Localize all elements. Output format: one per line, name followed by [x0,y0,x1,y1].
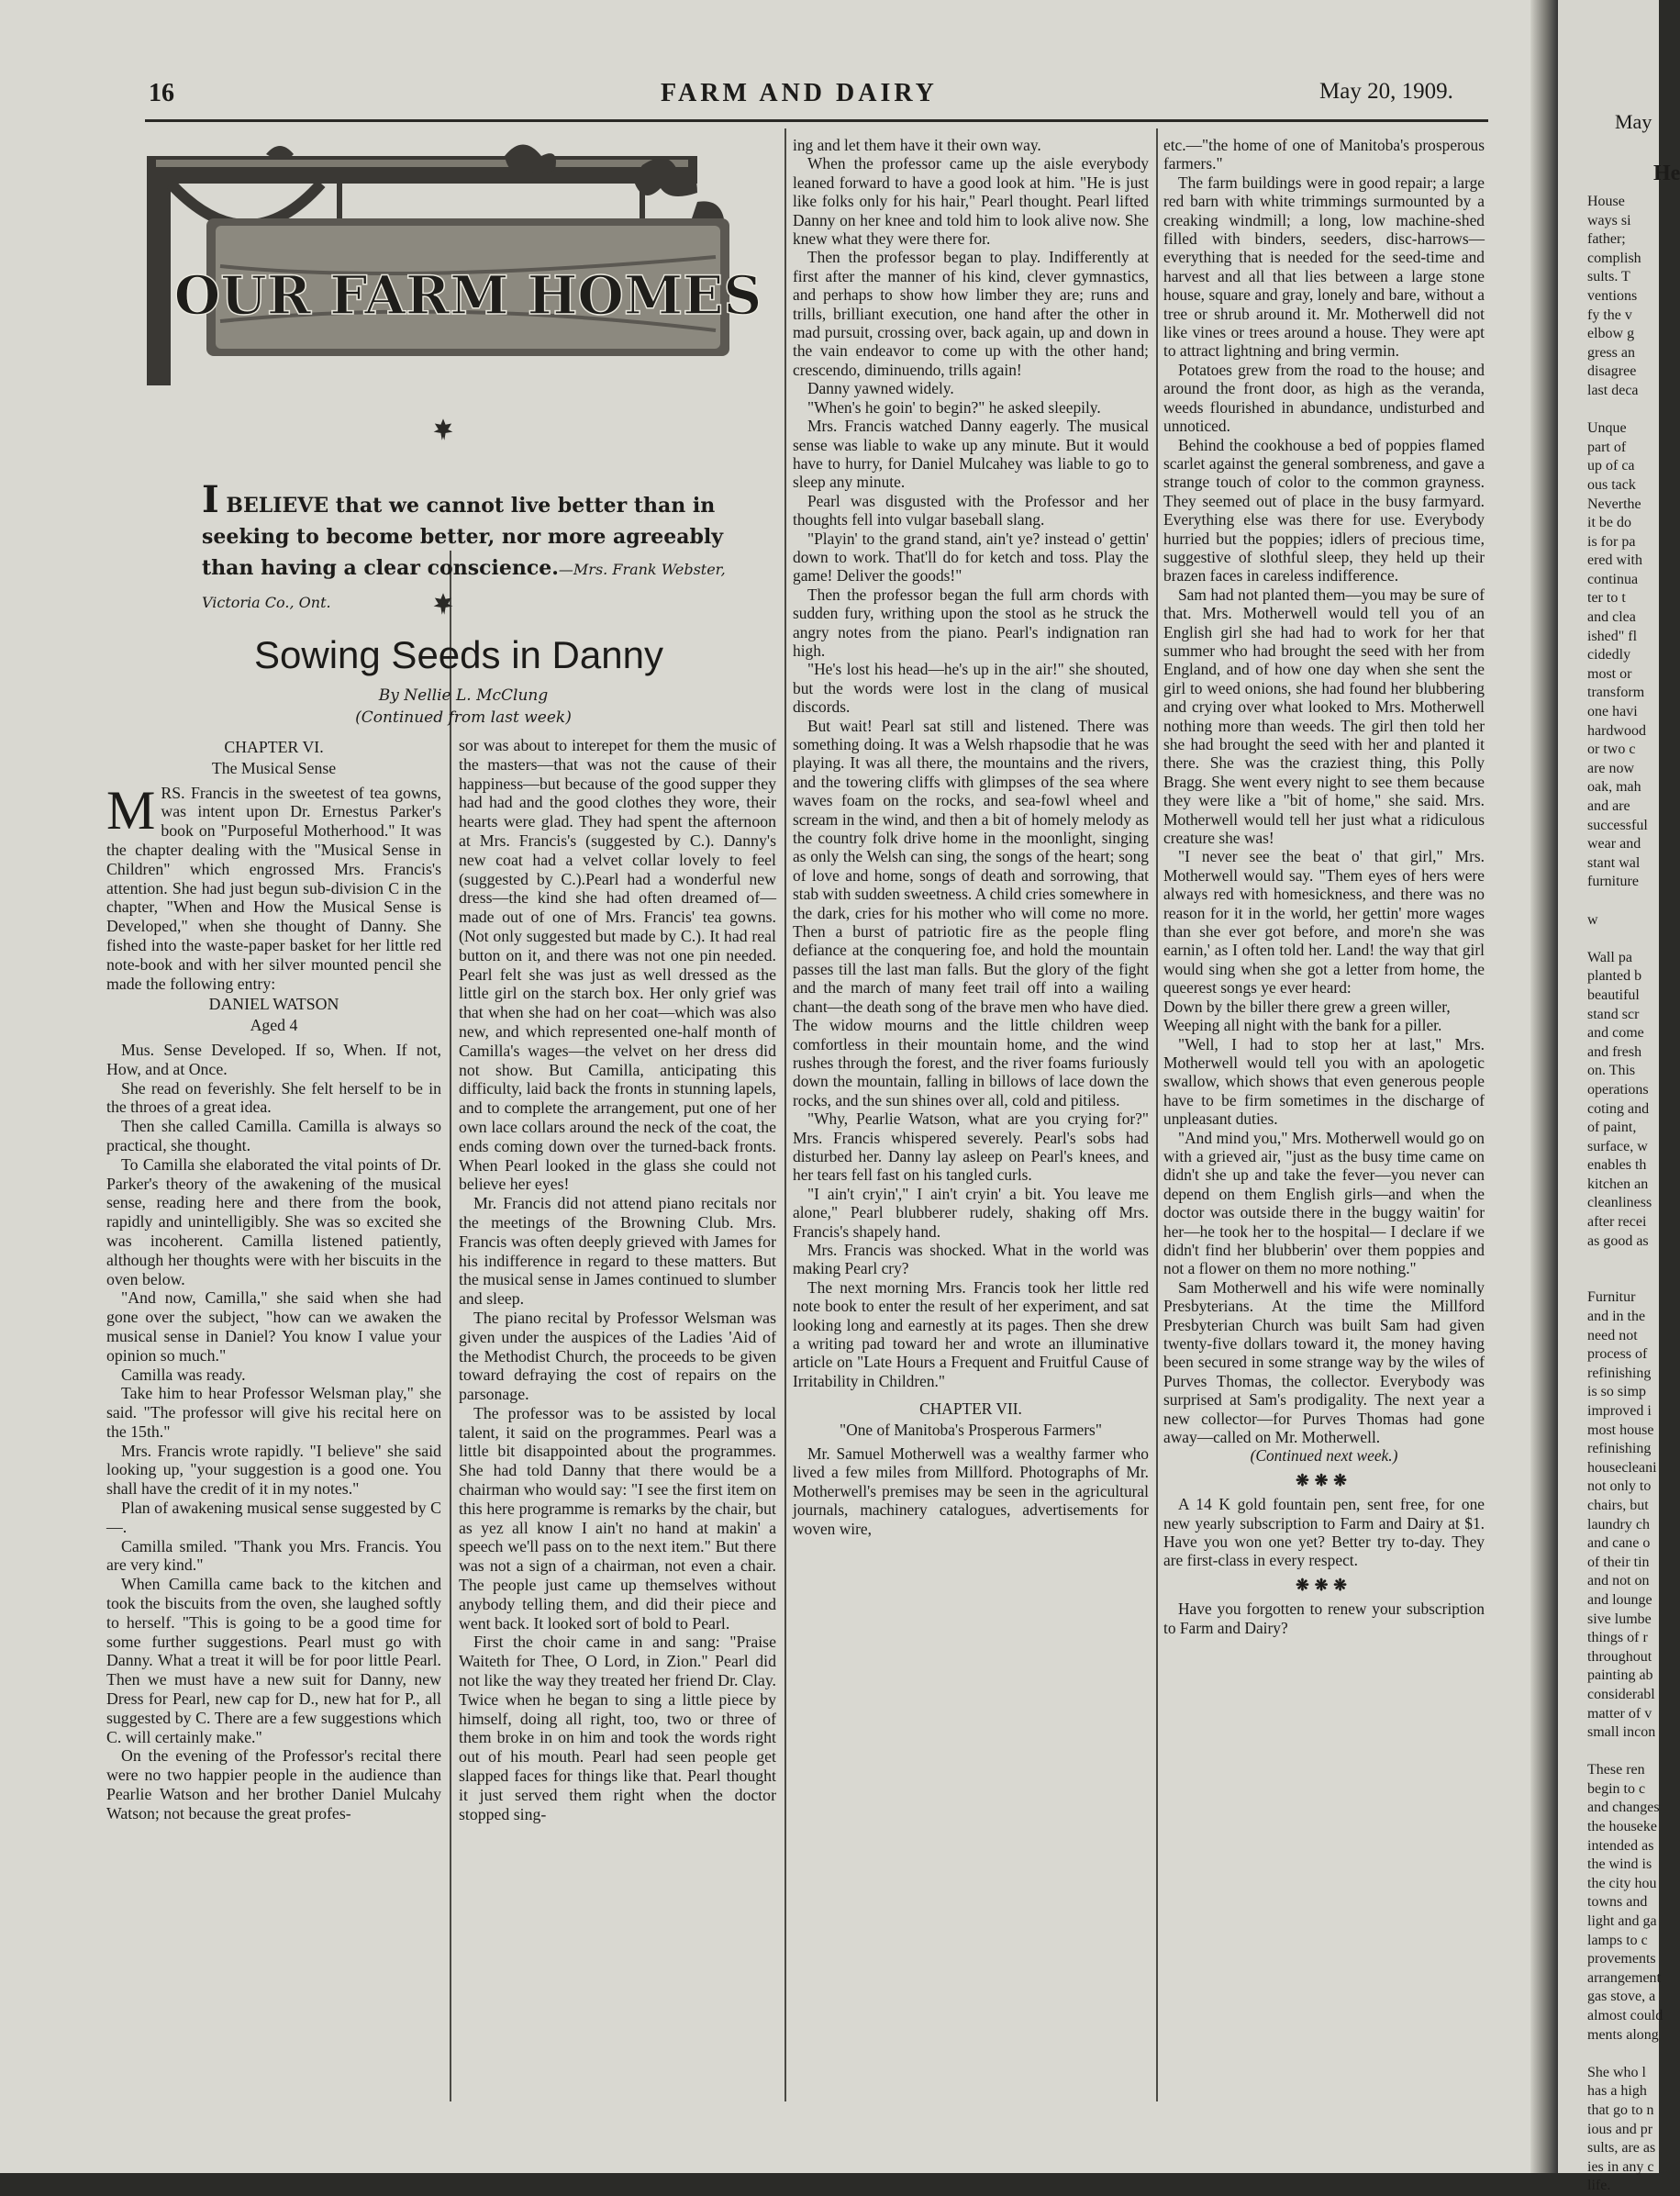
article-column-2 [459,736,776,1823]
paragraph: Sam had not planted them—you may be sure of that. Mrs. Motherwell would tell you of an English girl she had had to work for her that summer who had brought the seed with her from England, and of how one day when she sent the girl to weed onions, she had found her blubbering and crying over what looked to Mrs. Motherwell nothing more than weeds. The girl then told her she had brought the seed with her and planted it there. She was the craziest thing, this Polly Bragg. She went every night to see them because they were like a "bit of home," she said. Mrs. Motherwell would tell her just what a ridiculous creature she was! [1163,585,1485,848]
adjacent-page-line: on. This [1587,1063,1636,1079]
adjacent-page-line: beautiful [1587,987,1640,1003]
adjacent-page-fragment [1558,0,1680,2194]
paragraph: Potatoes grew from the road to the house; and around the front door, as high as the veranda, weeds flourished in abundance, undisturbed and unnoticed. [1163,360,1485,436]
adjacent-page-line: and changes [1587,1800,1660,1816]
paragraph: But wait! Pearl sat still and listened. There was something doing. It was a Welsh rhapsodie that he was playing. It was all there, the mountains and the rivers, and the towering cliffs with glimpses of the sea where waves foam on the rocks, and sea-fowl wheel and scream in the wind, and then a bit of homely melody as the country folk drive home in the moonlight, singing as only the Welsh can sing, the songs of the heart; song of love and home, songs of death and sorrowing, that stab with sudden sweetness. A child cries somewhere in the dark, cries for his mother who will come no more. Then a burst of patriotic fire as the people fling defiance at the conquering foe, and hold the mountain passes till the last man falls. But the glory of the fight and the march of many feet trail off into a wailing chant—the death song of the brave men who have died. The widow mourns and the little children weep comfortless in their mountain home, and the wind rushes through the forest, and the river foams furiously down the mountain, falling in billows of lace down the rocks, and the sun shines over all, cold and pitiless. [793,716,1149,1109]
adjacent-page-line: She who l [1587,2064,1646,2080]
paragraph: When the professor came up the aisle everybody leaned forward to have a good look at him. "He is just like folks only for his hair," Pearl thought. Pearl lifted Danny on her knee and told him to look alive now. She knew what they were there for. [793,154,1149,249]
maple-leaf-icon [431,418,455,441]
adjacent-page-line: and in the [1587,1309,1646,1325]
chapter-heading: CHAPTER VII. [919,1399,1022,1419]
paragraph: Then the professor began to play. Indifferently at first after the manner of his kind, clever gymnastics, and perhaps to show how limber they are; runs and trills, brilliant execution, one hand after the other in mad pursuit, crossing over, back again, up and down in the vain endeavor to come up with the other hand; crescendo, diminuendo, trills again! [793,248,1149,379]
paragraph: MRS. Francis in the sweetest of tea gowns, was intent upon Dr. Ernestus Parker's book on "Purposeful Motherhood." It was the chapter dealing with the "Musical Sense in Children" which engrossed Mrs. Francis's attention. She had just begun sub-division C in the chapter, "When and How the Musical Sense is Developed," when she thought of Danny. She fished into the waste-paper basket for her little red note-book and with her silver mounted pencil she made the following entry: [106,779,441,993]
adjacent-page-line: refinishing [1587,1365,1652,1381]
paragraph: Camilla smiled. "Thank you Mrs. Francis. You are very kind." [106,1536,441,1575]
adjacent-page-line: cidedly [1587,647,1631,663]
column-divider [1156,128,1158,2101]
byline [220,685,706,729]
paragraph: The professor was to be assisted by local talent, it said on the programmes. Pearl was a little bit disappointed about the programmes. She had told Danny that there would be a chairman who would say: "I see the first item on this here programme is remarks by the chair, but as yez all know I ain't no hand at makin' a speech we'll pass on to the next item." But there was not a sign of a chairman, not even a chair. The people just came up themselves without anybody telling them, and did their piece and went back. It looked sort of bold to Pearl. [459,1403,776,1633]
adjacent-page-line: father; [1587,231,1626,248]
adjacent-page-line: laundry ch [1587,1516,1650,1533]
adjacent-page-line: most or [1587,665,1632,682]
adjacent-page-line: considerabl [1587,1686,1655,1702]
adjacent-page-line: one havi [1587,704,1638,720]
adjacent-page-line: Neverthe [1587,496,1641,512]
adjacent-page-line: the wind is [1587,1856,1652,1873]
adjacent-page-line [1587,1270,1670,1289]
renewal-notice: Have you forgotten to renew your subscription to Farm and Dairy? [1163,1600,1485,1637]
paragraph: Behind the cookhouse a bed of poppies flamed scarlet against the general sombreness, and gave a strange touch of color to the common grayness. They seemed out of place in the busy farmyard. Everything else was there for use. Everybody hurried but the poppies; idlers of precious time, suggestive of slothful sleep, they held up their brazen faces in careless indifference. [1163,435,1485,585]
adjacent-page-line: ventions [1587,287,1638,304]
adjacent-page-line: ished" fl [1587,628,1638,644]
adjacent-page-line: w [1587,911,1598,928]
paragraph: On the evening of the Professor's recital there were no two happier people in the audience than Pearlie Watson and her brother Daniel Mulcahy Watson; not because the great profes- [106,1746,441,1823]
adjacent-page-line [1587,1251,1670,1270]
continued-next-week: (Continued next week.) [1250,1446,1398,1466]
adjacent-page-line [1587,1743,1670,1762]
article-column-1 [106,736,441,1823]
paragraph: Then she called Camilla. Camilla is always so practical, she thought. [106,1117,441,1154]
adjacent-page-line: furniture [1587,874,1639,890]
adjacent-page-line: arrangement [1587,1969,1661,1986]
article-column-4 [1163,136,1485,1637]
adjacent-page-line: of paint, [1587,1120,1637,1136]
drop-cap: M [106,779,156,841]
adjacent-page-line: ies in any c [1587,2158,1654,2175]
paragraph: Take him to hear Professor Welsman play," she said. "The professor will give his recital here on the 15th." [106,1384,441,1441]
adjacent-page-line: Unque [1587,420,1627,437]
adjacent-page-line: painting ab [1587,1667,1653,1684]
adjacent-page-line: small incon [1587,1724,1656,1741]
paragraph: "I ain't cryin'," I ain't cryin' a bit. You leave me alone," Pearl blubberer rudely, shaking off Mrs. Francis's shapely hand. [793,1184,1149,1241]
adjacent-page-column [1587,193,1670,2196]
adjacent-page-line [1587,2045,1670,2064]
adjacent-page-line: throughout [1587,1648,1652,1665]
chapter-subtitle: The Musical Sense [211,758,337,777]
adjacent-page-line: enables th [1587,1157,1647,1174]
adjacent-page-line: stant wal [1587,854,1641,871]
paragraph: When Camilla came back to the kitchen and took the biscuits from the oven, she laughed softly to herself. "This is going to be a good time for some further suggestions. Pearl must go with Danny. What a treat it will be for poor little Pearl. Then we must have a new suit for Danny, new Dress for Pearl, new cap for D., new hat for P., all suggested by C. There are a few suggestions which C. will certainly make." [106,1575,441,1746]
paragraph: Mrs. Francis watched Danny eagerly. The musical sense was liable to wake up any minute. But it would have to hurry, for Daniel Mulcahey was liable to go to sleep any minute. [793,417,1149,492]
adjacent-page-line: improved i [1587,1403,1652,1419]
adjacent-page-line: surface, w [1587,1138,1648,1154]
motto-quote [202,478,771,619]
paragraph: "He's lost his head—he's up in the air!" she shouted, but the words were lost in the clang of musical discords. [793,660,1149,717]
paragraph: "Why, Pearlie Watson, what are you crying for?" Mrs. Francis whispered severely. Pearl's sobs had disturbed her. Danny lay asleep on Pearl's knees, and her tears fell fast on his tangled curls. [793,1109,1149,1185]
fountain-pen-ad: A 14 K gold fountain pen, sent free, for one new yearly subscription to Farm and Dairy at $1. Have you won one yet? Better try to-day. They are first-class in every respect. [1163,1495,1485,1570]
paragraph: "Well, I had to stop her at last," Mrs. Motherwell would tell you with an apologetic swallow, which shows that even generous people have to be firm sometimes in the discharge of unpleasant duties. [1163,1034,1485,1129]
adjacent-page-line: of their tin [1587,1554,1650,1570]
paragraph: "When's he goin' to begin?" he asked sleepily. [807,397,1101,417]
column-divider [450,551,451,2101]
column-divider [784,128,786,2101]
adjacent-page-line: not only to [1587,1478,1652,1495]
adjacent-page-line: last deca [1587,382,1639,398]
adjacent-page-line: and clea [1587,609,1636,626]
adjacent-page-line: intended as [1587,1837,1654,1854]
maple-leaf-icon [431,592,455,616]
adjacent-page-line: towns and [1587,1894,1648,1911]
adjacent-page-line: ious and pr [1587,2121,1653,2137]
adjacent-page-line: chairs, but [1587,1497,1649,1513]
issue-date: May 20, 1909. [1319,79,1453,104]
section-ornament: ❋❋❋ [1296,1470,1352,1489]
motto-initial: I [202,478,219,521]
adjacent-page-line: things of r [1587,1630,1648,1646]
adjacent-page-line: wear and [1587,836,1641,853]
chapter-subtitle: "One of Manitoba's Prosperous Farmers" [840,1420,1102,1439]
paragraph: "I never see the beat o' that girl," Mrs. Motherwell would say. "Them eyes of hers were always red with homesickness, and there was no reason for it in the world, her gettin' more wages than she ever got before, and more'n she was earnin,' as I often told her. Land! the way that girl would sing when she got a letter from home, the queerest songs ye ever heard: [1163,847,1485,998]
paragraph: "And mind you," Mrs. Motherwell would go on with a grieved air, "just as the busy time came on didn't she up and take the fever—you never can depend on them English girls—and when the doctor was outside there in the buggy waitin' for her—he took her to the hospital— I declare if we didn't find her blubberin' over them poppies and not a flower on them no more nothing." [1163,1128,1485,1278]
continued-note: (Continued from last week) [355,708,572,727]
motto-credit: —Mrs. Frank Webster, Victoria Co., Ont. [202,561,726,611]
adjacent-page-line: and come [1587,1025,1644,1042]
adjacent-page-line: ered with [1587,552,1642,569]
adjacent-page-line: is so simp [1587,1384,1647,1400]
adjacent-page-line [1587,401,1670,420]
section-ornament: ❋❋❋ [1296,1575,1352,1594]
adjacent-page-line: kitchen an [1587,1176,1649,1192]
song-verse: Weeping all night with the bank for a piller. [1163,1016,1442,1035]
paragraph: etc.—"the home of one of Manitoba's prosperous farmers." [1163,136,1485,173]
adjacent-page-line: gas stove, a [1587,1989,1656,2005]
song-verse: Down by the biller there grew a green willer, [1163,997,1451,1016]
adjacent-page-line: are now [1587,760,1635,776]
adjacent-page-line: provements [1587,1951,1656,1967]
adjacent-page-title: He [1653,162,1680,185]
adjacent-page-line: hardwood [1587,722,1646,739]
our-farm-homes-sign [128,138,771,404]
adjacent-page-line: and cane o [1587,1535,1651,1552]
paragraph: The piano recital by Professor Welsman was given under the auspices of the Ladies 'Aid of the Methodist Church, the proceeds to be given toward defraying the cost of repairs on the parsonage. [459,1308,776,1404]
paragraph: Then the professor began the full arm chords with sudden fury, writhing upon the stool as he struck the angry notes from the piano. Pearl's indignation ran high. [793,585,1149,660]
paragraph: Camilla was ready. [121,1365,246,1384]
adjacent-page-line: operations [1587,1081,1649,1098]
adjacent-page-line: matter of v [1587,1705,1652,1722]
adjacent-page-line: is for pa [1587,533,1636,550]
adjacent-page-line [1587,930,1670,949]
adjacent-page-line: ments along [1587,2026,1659,2043]
adjacent-page-line: sults, are as [1587,2140,1656,2157]
adjacent-page-line: after recei [1587,1214,1647,1231]
adjacent-page-line: almost could [1587,2008,1663,2023]
paper-title: FARM AND DAIRY [661,79,938,107]
adjacent-page-line: stand scr [1587,1006,1640,1022]
author: By Nellie L. McClung [378,686,549,705]
paragraph: "And now, Camilla," she said when she had gone over the subject, "how can we awaken the musical sense in Daniel? You know I value your opinion so much." [106,1288,441,1365]
adjacent-page-line: House [1587,194,1625,209]
adjacent-page-line: gress an [1587,344,1635,361]
adjacent-page-line: the city hou [1587,1875,1657,1891]
adjacent-page-line: oak, mah [1587,779,1641,796]
note-heading: DANIEL WATSON [208,995,339,1014]
adjacent-page-line: cleanliness [1587,1195,1652,1211]
paragraph: Danny yawned widely. [807,379,954,398]
adjacent-page-line: coting and [1587,1100,1650,1117]
adjacent-page-line: continua [1587,571,1639,587]
adjacent-page-line: and lounge [1587,1591,1652,1608]
adjacent-page-line: elbow g [1587,326,1635,342]
adjacent-page-line: need not [1587,1327,1638,1343]
adjacent-page-line: life. [1587,2178,1611,2194]
sign-illustration [128,138,771,404]
adjacent-page-line: and not on [1587,1573,1650,1589]
paragraph: To Camilla she elaborated the vital points of Dr. Parker's theory of the awakening of the musical sense, reading here and there from the book, rapidly and unintelligibly. She was so excited she was incoherent. Camilla listened patiently, although her thoughts were with her biscuits in the oven below. [106,1154,441,1288]
adjacent-page-line: sults. T [1587,269,1630,285]
note-subheading: Aged 4 [250,1016,298,1035]
paragraph: Mrs. Francis was shocked. What in the world was making Pearl cry? [793,1240,1149,1278]
adjacent-page-line [1587,892,1670,911]
paragraph: The farm buildings were in good repair; a large red barn with white trimmings surmounted by a creaking windmill; a long, low machine-shed filled with binders, seeders, disc-harrows—everything that is needed for the seed-time and harvest and all that lies between a large stone house, square and gray, lonely and bare, without a tree or shrub around it. Mr. Motherwell did not like vines or trees around a house. They were apt to attract lightning and bring vermin. [1163,173,1485,361]
adjacent-page-line: Furnitur [1587,1289,1636,1306]
adjacent-page-line: ous tack [1587,476,1636,493]
adjacent-page-line: it be do [1587,515,1631,531]
paragraph: Pearl was disgusted with the Professor and her thoughts fell into vulgar baseball slang. [793,491,1149,529]
adjacent-page-line: lamps to c [1587,1932,1648,1948]
paragraph: Mrs. Francis wrote rapidly. "I believe" she said looking up, "your suggestion is a good one. You shall have the credit of it in my notes." [106,1441,441,1499]
paragraph: Mus. Sense Developed. If so, When. If not, How, and at Once. [106,1040,441,1078]
adjacent-page-line: light and ga [1587,1913,1657,1930]
adjacent-page-line: most house [1587,1421,1654,1438]
adjacent-page-line: and are [1587,798,1630,814]
header-rule [145,119,1488,122]
adjacent-page-line: the houseke [1587,1819,1657,1835]
adjacent-page-line: housecleani [1587,1459,1657,1476]
adjacent-page-line: complish [1587,250,1641,266]
adjacent-page-line: fy the v [1587,307,1632,323]
paragraph: Sam Motherwell and his wife were nominally Presbyterians. At the time the Millford Presbyterian Church was built Sam had given twenty-five dollars toward it, the money having been secured in some strange way by the wiles of Purves Thomas, the collector. Everybody was surprised at Sam's prodigality. The next year a new collector—for Purves Thomas had gone away—called on Mr. Motherwell. [1163,1277,1485,1447]
paragraph: ing and let them have it their own way. [793,136,1041,154]
sign-title: OUR FARM HOMES [173,264,762,327]
article-column-3 [793,136,1149,1538]
adjacent-page-line: sive lumbe [1587,1611,1652,1627]
page-number: 16 [149,79,174,107]
adjacent-page-line: up of ca [1587,458,1635,474]
paragraph: Plan of awakening musical sense suggested by C—. [106,1499,441,1536]
story-title: Sowing Seeds in Danny [254,633,663,676]
adjacent-page-line: and fresh [1587,1043,1642,1060]
paragraph: "Playin' to the grand stand, ain't ye? instead o' gettin' down to work. That'll do for ketch and toss. Play the game! Deliver the goods!" [793,529,1149,585]
motto-text: BELIEVE that we cannot live better than in seeking to become better, nor more agreeably than having a clear conscience. [202,494,724,580]
chapter-heading: CHAPTER VI. [224,738,324,756]
paragraph: Mr. Samuel Motherwell was a wealthy farmer who lived a few miles from Millford. Photographs of Mr. Motherwell's premises may be seen in the agricultural journals, machinery catalogues, advertisements for woven wire, [793,1444,1149,1538]
paragraph: She read on feverishly. She felt herself to be in the throes of a great idea. [106,1078,441,1117]
adjacent-page-line: disagree [1587,363,1637,380]
adjacent-page-line: refinishing [1587,1441,1652,1457]
adjacent-page-line: that go to n [1587,2101,1654,2118]
adjacent-page-line: begin to c [1587,1780,1646,1797]
adjacent-page-line: These ren [1587,1762,1645,1778]
paragraph: Mr. Francis did not attend piano recitals nor the meetings of the Browning Club. Mrs. Francis was often deeply grieved with James for his indifference in regard to these matters. But the musical sense in James continued to slumber and sleep. [459,1194,776,1309]
paragraph: First the choir came in and sang: "Praise Waiteth for Thee, O Lord, in Zion." Pearl did not like the way they treated her friend Dr. Clay. Twice when he began to sing a little piece by himself, doing all right, too, two or three of them broke in on him and took the words right out of his mouth. Pearl had seen people get slapped faces for things like that. Pearl thought it just served them right when the doctor stopped sing- [459,1633,776,1823]
adjacent-page-line: has a high [1587,2083,1647,2100]
adjacent-page-line: transform [1587,685,1645,701]
adjacent-page-line: process of [1587,1346,1648,1363]
adjacent-page-header: May [1615,110,1652,133]
adjacent-page-line: or two c [1587,741,1636,758]
paragraph: sor was about to interepet for them the music of the masters—that was not the cause of their happiness—but because of the good supper they had had and the good clothes they wore, their hearts were glad. They had spent the afternoon at Mrs. Francis's (suggested by C.). Danny's new coat had a velvet collar lovely to feel (suggested by C.).Pearl had a wonderful new dress—the kind she had often dreamed of—made out of one of Mrs. Francis' tea gowns. (Not only suggested but made by C.). It had real button on it, and there was not one pin needed. Pearl felt she was just as well dressed as the little girl on the starch box. Her only grief was that when she had on her coat—which was also new, and which represented one-half month of Camilla's wages—the velvet on her dress did not show. But Camilla, anticipating this difficulty, laid back the fronts in stunning lapels, and to complete the arrangement, put one of her own lace collars around the neck of the coat, the ends coming down over the turned-back fronts. When Pearl looked in the glass she could not believe her eyes! [459,736,776,1194]
adjacent-page-line: planted b [1587,968,1642,985]
paragraph: The next morning Mrs. Francis took her little red note book to enter the result of her experiment, and sat looking long and earnestly at its pages. Then she drew a writing pad toward her and wrote an illuminative article on "Late Hours a Frequent and Fruitful Cause of Irritability in Children." [793,1277,1149,1390]
adjacent-page-line: successful [1587,817,1648,833]
adjacent-page-line: Wall pa [1587,949,1632,965]
adjacent-page-line: ter to t [1587,590,1626,607]
page-gutter [1530,0,1558,2173]
adjacent-page-line: as good as [1587,1232,1649,1249]
adjacent-page-line: part of [1587,439,1627,455]
adjacent-page-line: ways si [1587,212,1631,229]
